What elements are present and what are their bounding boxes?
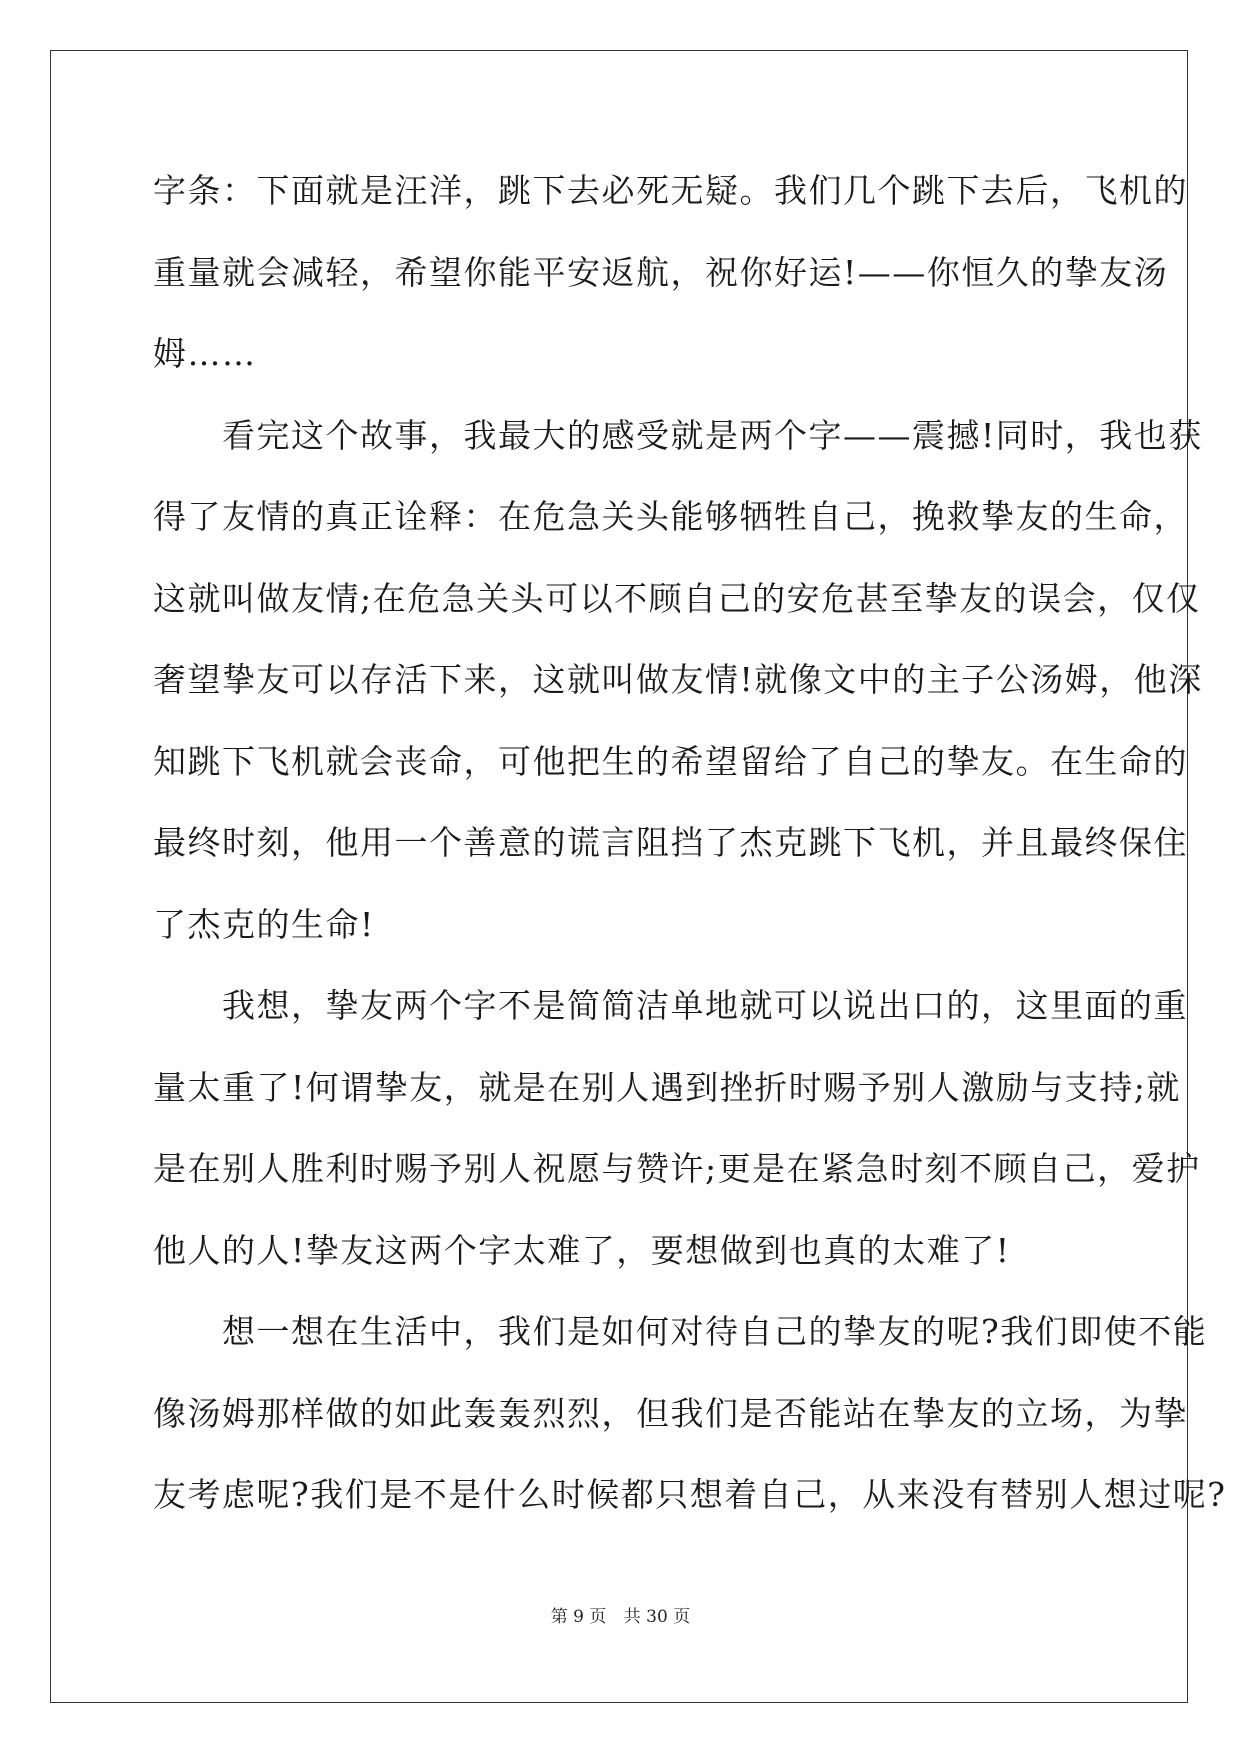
text-line: 得了友情的真正诠释：在危急关头能够牺牲自己，挽救挚友的生命， (153, 497, 1188, 536)
document-body (153, 160, 1227, 1546)
text-line: 了杰克的生命! (153, 904, 375, 944)
text-line: 我想，挚友两个字不是简简洁单地就可以说出口的，这里面的重 (153, 986, 1188, 1025)
text-line: 这就叫做友情;在危急关头可以不顾自己的安危甚至挚友的误会，仅仅 (153, 578, 1201, 618)
page-footer (0, 1602, 1241, 1627)
text-line: 重量就会减轻，希望你能平安返航，祝你好运!——你恒久的挚友汤 (153, 252, 1169, 292)
text-line: 最终时刻，他用一个善意的谎言阻挡了杰克跳下飞机，并且最终保住 (153, 823, 1188, 862)
text-line: 字条：下面就是汪洋，跳下去必死无疑。我们几个跳下去后，飞机的 (153, 171, 1188, 210)
text-line: 想一想在生活中，我们是如何对待自己的挚友的呢?我们即使不能 (153, 1312, 1208, 1351)
text-line: 奢望挚友可以存活下来，这就叫做友情!就像文中的主子公汤姆，他深 (153, 660, 1203, 699)
text-line: 姆…… (153, 334, 257, 373)
text-line: 看完这个故事，我最大的感受就是两个字——震撼!同时，我也获 (153, 415, 1203, 455)
text-line: 是在别人胜利时赐予别人祝愿与赞许;更是在紧急时刻不顾自己，爱护 (153, 1149, 1201, 1188)
text-line: 他人的人!挚友这两个字太难了，要想做到也真的太难了! (153, 1230, 1011, 1270)
text-line: 知跳下飞机就会丧命，可他把生的希望留给了自己的挚友。在生命的 (153, 741, 1188, 781)
text-line: 像汤姆那样做的如此轰轰烈烈，但我们是否能站在挚友的立场，为挚 (153, 1393, 1188, 1433)
page-number: 第 9 页 (550, 1607, 607, 1627)
page-total: 共 30 页 (623, 1607, 691, 1627)
text-line: 量太重了!何谓挚友，就是在别人遇到挫折时赐予别人激励与支持;就 (153, 1067, 1181, 1107)
text-line: 友考虑呢?我们是不是什么时候都只想着自己，从来没有替别人想过呢? (153, 1475, 1227, 1514)
